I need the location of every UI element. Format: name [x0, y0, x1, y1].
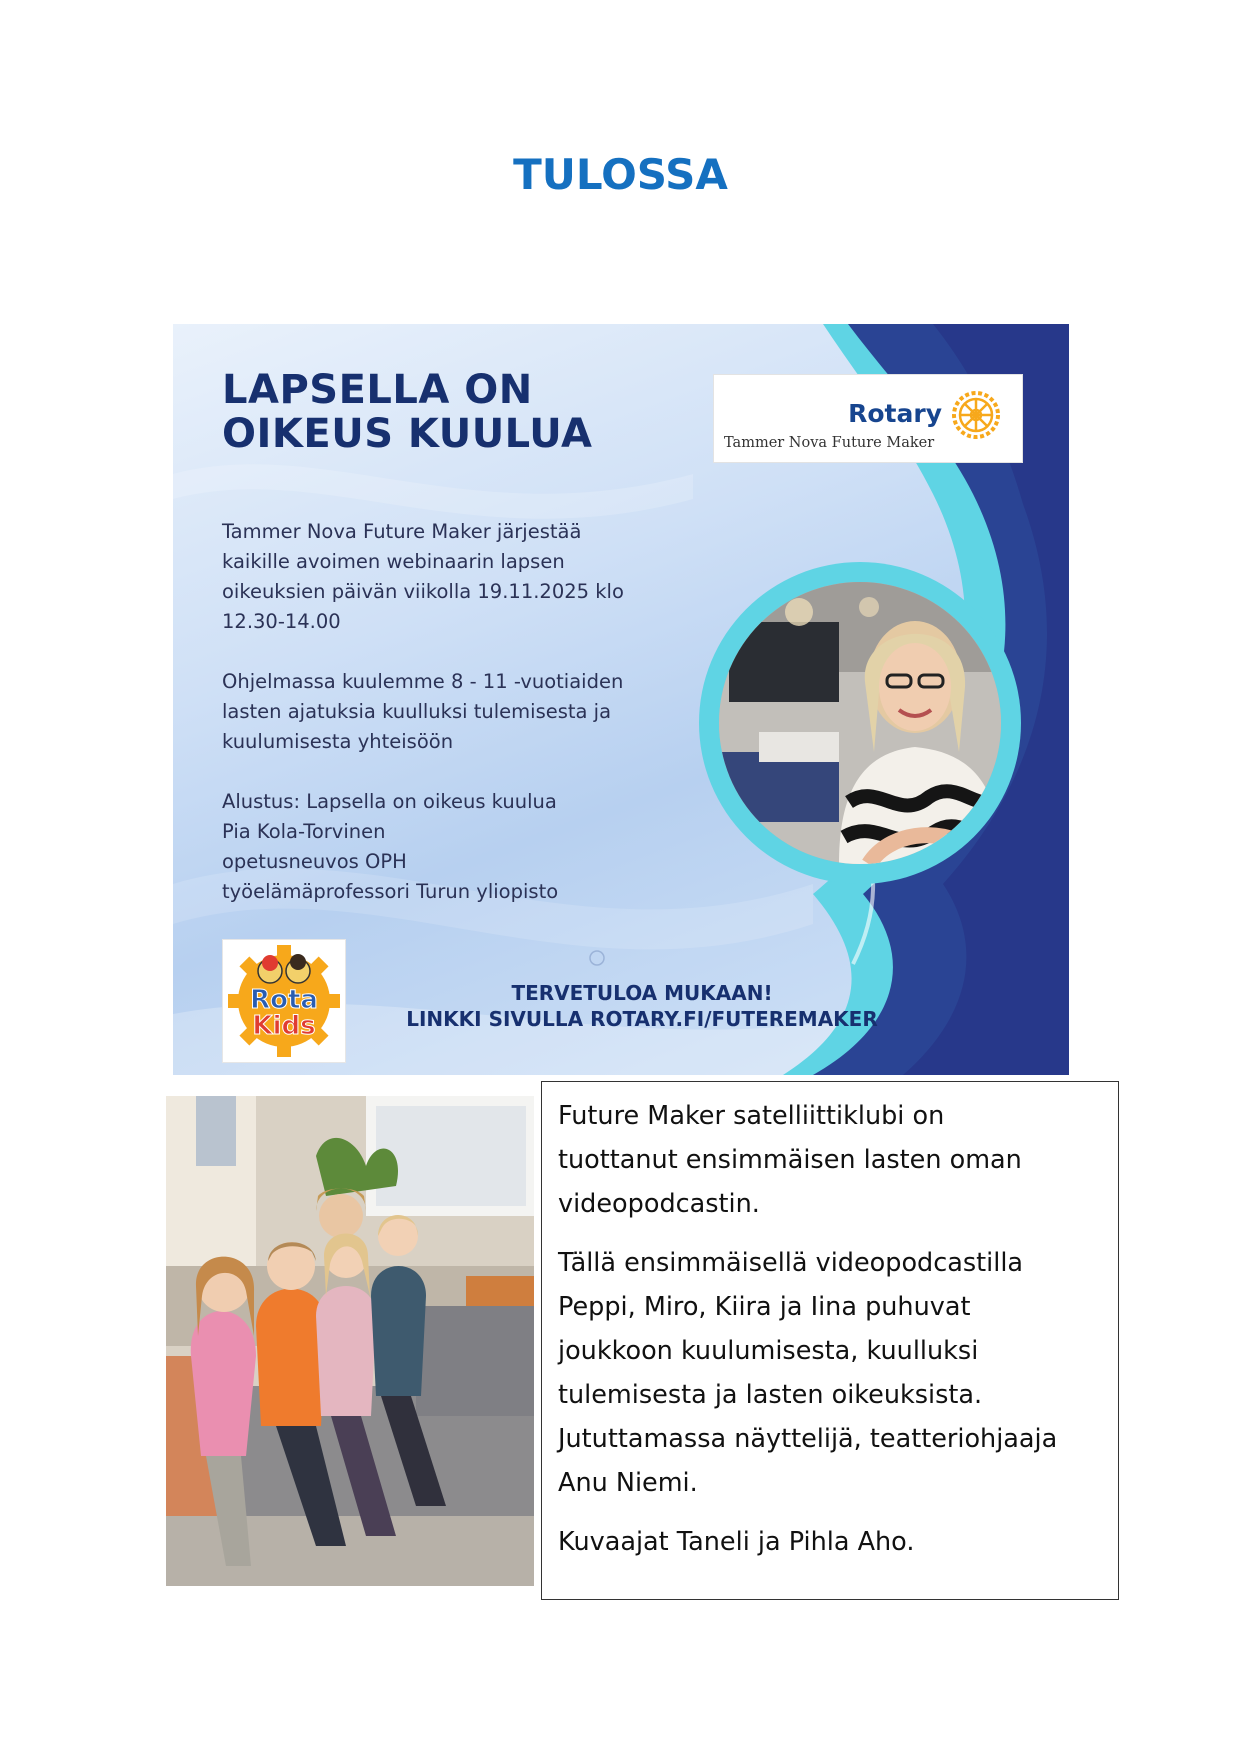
poster-title-line: OIKEUS KUULUA — [222, 411, 593, 457]
poster-title-line: LAPSELLA ON — [222, 367, 533, 413]
rotary-wheel-icon — [950, 389, 1002, 441]
poster-paragraph-webinar — [222, 517, 692, 637]
webinar-poster — [173, 324, 1069, 1075]
poster-text-line: työelämäprofessori Turun yliopisto — [222, 880, 559, 903]
kids-podcast-illustration — [166, 1096, 534, 1586]
poster-text-line: oikeuksien päivän viikolla 19.11.2025 klo — [222, 580, 624, 603]
info-paragraph-intro — [558, 1094, 1118, 1226]
poster-text-line: lasten ajatuksia kuulluksi tulemisesta ja — [222, 700, 612, 723]
info-text-line: Tällä ensimmäisellä videopodcastilla — [558, 1248, 1024, 1278]
info-text-line: videopodcastin. — [558, 1189, 760, 1219]
info-paragraph-details — [558, 1241, 1118, 1505]
poster-body — [222, 517, 692, 937]
info-text-line: Jututtamassa näyttelijä, teatteriohjaaja — [558, 1424, 1058, 1454]
poster-text-line: Pia Kola-Torvinen — [222, 820, 386, 843]
info-text-line: joukkoon kuulumisesta, kuulluksi — [558, 1336, 979, 1366]
rotakids-logo-line2: Kids — [252, 1011, 316, 1041]
poster-paragraph-speaker — [222, 787, 692, 907]
rotakids-logo-line1: Rota — [250, 985, 318, 1015]
rotakids-logo — [222, 939, 346, 1063]
info-text-line: Future Maker satelliittiklubi on — [558, 1101, 945, 1131]
info-text-line: tuottanut ensimmäisen lasten oman — [558, 1145, 1022, 1175]
speaker-portrait-illustration — [719, 582, 1001, 864]
info-text-line: Anu Niemi. — [558, 1468, 698, 1498]
poster-text-line: Tammer Nova Future Maker järjestää — [222, 520, 582, 543]
poster-cta-welcome: TERVETULOA MUKAAN! — [511, 981, 773, 1005]
info-paragraph-credits — [558, 1520, 1118, 1564]
info-text-line: Kuvaajat Taneli ja Pihla Aho. — [558, 1527, 915, 1557]
speaker-portrait-photo — [719, 582, 1001, 864]
kids-podcast-photo — [166, 1096, 534, 1586]
poster-title — [222, 368, 682, 456]
info-text-line: tulemisesta ja lasten oikeuksista. — [558, 1380, 983, 1410]
poster-text-line: kuulumisesta yhteisöön — [222, 730, 454, 753]
poster-text-line: Ohjelmassa kuulemme 8 - 11 -vuotiaiden — [222, 670, 624, 693]
poster-text-line: Alustus: Lapsella on oikeus kuulua — [222, 790, 557, 813]
poster-paragraph-program — [222, 667, 692, 757]
rotary-logo-word: Rotary — [848, 399, 942, 428]
podcast-info-box — [541, 1081, 1119, 1600]
rotary-logo-subtitle: Tammer Nova Future Maker — [724, 435, 935, 451]
rotary-logo — [713, 374, 1023, 463]
poster-text-line: 12.30-14.00 — [222, 610, 341, 633]
poster-cta-link: LINKKI SIVULLA ROTARY.FI/FUTEREMAKER — [406, 1007, 878, 1031]
rotakids-gear-logo — [223, 940, 345, 1062]
info-text-line: Peppi, Miro, Kiira ja Iina puhuvat — [558, 1292, 971, 1322]
poster-call-to-action — [372, 980, 912, 1032]
page-heading: TULOSSA — [513, 150, 728, 199]
poster-text-line: opetusneuvos OPH — [222, 850, 407, 873]
poster-text-line: kaikille avoimen webinaarin lapsen — [222, 550, 565, 573]
